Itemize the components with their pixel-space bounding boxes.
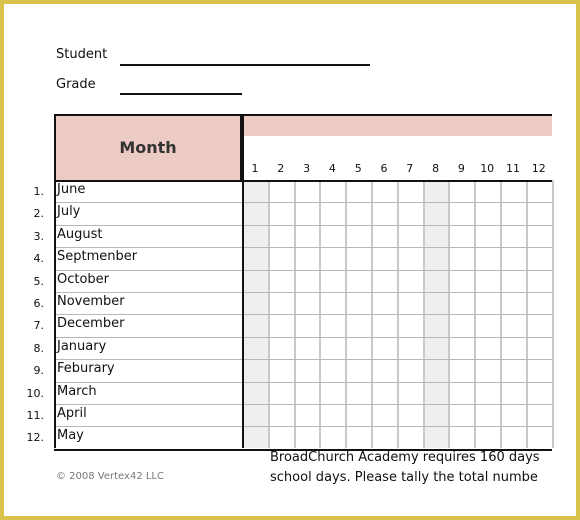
- tally-cell[interactable]: [502, 405, 526, 426]
- tally-cell[interactable]: [425, 427, 449, 448]
- tally-cell[interactable]: [399, 293, 423, 314]
- tally-cell[interactable]: [399, 248, 423, 269]
- tally-cell[interactable]: [244, 226, 268, 247]
- day-number: 11: [506, 162, 520, 175]
- month-name: April: [57, 406, 87, 421]
- tally-cell[interactable]: [476, 427, 500, 448]
- tally-cell[interactable]: [373, 405, 397, 426]
- tally-cell[interactable]: [296, 248, 320, 269]
- tally-cell[interactable]: [270, 383, 294, 404]
- student-name-line[interactable]: [120, 64, 370, 66]
- tally-cell[interactable]: [399, 271, 423, 292]
- tally-cell[interactable]: [450, 226, 474, 247]
- tally-cell[interactable]: [347, 405, 371, 426]
- tally-cell[interactable]: [321, 203, 345, 224]
- tally-cell[interactable]: [296, 405, 320, 426]
- month-name: January: [57, 338, 107, 354]
- tally-cell[interactable]: [321, 360, 345, 381]
- row-number: 12.: [26, 431, 44, 445]
- tally-cell[interactable]: [502, 338, 526, 359]
- tally-cell[interactable]: [373, 248, 397, 269]
- tally-cell[interactable]: [373, 383, 397, 404]
- tally-cell[interactable]: [347, 248, 371, 269]
- tally-cell[interactable]: [476, 181, 500, 202]
- tally-cell[interactable]: [270, 203, 294, 224]
- row-number: 1.: [33, 185, 44, 198]
- tally-cell[interactable]: [296, 427, 320, 448]
- tally-cell[interactable]: [399, 405, 423, 426]
- month-column-header: [54, 114, 242, 180]
- tally-cell[interactable]: [450, 181, 474, 202]
- day-number: 10: [480, 162, 495, 175]
- row-number: 8.: [33, 341, 44, 355]
- tally-cell[interactable]: [425, 315, 449, 336]
- tally-cell[interactable]: [476, 293, 500, 314]
- tally-cell[interactable]: [373, 293, 397, 314]
- tally-cell[interactable]: [425, 338, 449, 359]
- row-number: 5.: [33, 274, 44, 288]
- tally-cell[interactable]: [321, 383, 345, 404]
- tally-cell[interactable]: [502, 360, 526, 381]
- tally-cell[interactable]: [244, 360, 268, 381]
- month-name: August: [57, 226, 103, 242]
- tally-cell[interactable]: [347, 338, 371, 359]
- tally-cell[interactable]: [425, 383, 449, 404]
- tally-cell[interactable]: [373, 181, 397, 202]
- tally-cell[interactable]: [373, 427, 397, 448]
- tally-cell[interactable]: [528, 271, 552, 292]
- row-number: 2.: [33, 207, 44, 221]
- tally-cell[interactable]: [270, 181, 294, 202]
- tally-cell[interactable]: [373, 360, 397, 381]
- table-left-border: [54, 114, 56, 448]
- tally-cell[interactable]: [476, 315, 500, 336]
- day-number: 4: [328, 162, 336, 175]
- month-header-label: Month: [119, 138, 177, 157]
- tally-cell[interactable]: [296, 383, 320, 404]
- tally-cell[interactable]: [450, 293, 474, 314]
- tally-cell[interactable]: [399, 427, 423, 448]
- tally-cell[interactable]: [270, 293, 294, 314]
- day-number: 7: [406, 162, 414, 175]
- tally-cell[interactable]: [270, 427, 294, 448]
- tally-cell[interactable]: [528, 383, 552, 404]
- tally-cell[interactable]: [244, 181, 268, 202]
- tally-cell[interactable]: [244, 271, 268, 292]
- tally-cell[interactable]: [425, 405, 449, 426]
- row-number: 4.: [33, 252, 44, 266]
- tally-cell[interactable]: [321, 338, 345, 359]
- tally-cell[interactable]: [270, 315, 294, 336]
- tally-cell[interactable]: [502, 427, 526, 448]
- tally-cell[interactable]: [347, 271, 371, 292]
- tally-cell[interactable]: [347, 226, 371, 247]
- tally-cell[interactable]: [321, 226, 345, 247]
- tally-cell[interactable]: [244, 203, 268, 224]
- tally-cell[interactable]: [296, 226, 320, 247]
- table-mid-border: [242, 114, 244, 448]
- tally-cell[interactable]: [528, 405, 552, 426]
- day-number: 3: [303, 162, 311, 175]
- tally-cell[interactable]: [528, 360, 552, 381]
- tally-cell[interactable]: [399, 226, 423, 247]
- tally-cell[interactable]: [373, 226, 397, 247]
- tally-cell[interactable]: [425, 181, 449, 202]
- tally-cell[interactable]: [502, 315, 526, 336]
- month-name: June: [57, 182, 86, 197]
- requirement-note-line1: BroadChurch Academy requires 160 days: [270, 450, 540, 465]
- tally-cell[interactable]: [425, 293, 449, 314]
- day-header-border: [242, 114, 552, 116]
- tally-cell[interactable]: [296, 293, 320, 314]
- tally-cell[interactable]: [373, 271, 397, 292]
- tally-cell[interactable]: [502, 383, 526, 404]
- row-number: 10.: [26, 386, 44, 400]
- tally-cell[interactable]: [244, 383, 268, 404]
- tally-cell[interactable]: [425, 203, 449, 224]
- tally-cell[interactable]: [373, 315, 397, 336]
- month-name: March: [57, 383, 97, 399]
- tally-cell[interactable]: [373, 338, 397, 359]
- tally-cell[interactable]: [347, 383, 371, 404]
- student-label: Student: [56, 47, 108, 62]
- tally-cell[interactable]: [270, 360, 294, 381]
- tally-cell[interactable]: [528, 338, 552, 359]
- tally-cell[interactable]: [321, 315, 345, 336]
- tally-cell[interactable]: [528, 181, 552, 202]
- tally-cell[interactable]: [502, 181, 526, 202]
- month-name: November: [57, 294, 125, 309]
- tally-cell[interactable]: [528, 226, 552, 247]
- day-number: 5: [354, 162, 362, 175]
- tally-cell[interactable]: [347, 293, 371, 314]
- tally-cell[interactable]: [450, 248, 474, 269]
- requirement-note-line2: school days. Please tally the total numbe: [270, 470, 538, 485]
- tally-cell[interactable]: [296, 181, 320, 202]
- tally-cell[interactable]: [528, 315, 552, 336]
- tally-cell[interactable]: [476, 383, 500, 404]
- tally-cell[interactable]: [296, 203, 320, 224]
- tally-cell[interactable]: [321, 271, 345, 292]
- tally-cell[interactable]: [399, 203, 423, 224]
- month-name: Feburary: [57, 361, 115, 377]
- tally-cell[interactable]: [399, 383, 423, 404]
- row-number: 11.: [26, 409, 44, 422]
- tally-cell[interactable]: [476, 226, 500, 247]
- month-name: December: [57, 316, 125, 332]
- tally-cell[interactable]: [450, 427, 474, 448]
- tally-cell[interactable]: [476, 338, 500, 359]
- tally-cell[interactable]: [476, 405, 500, 426]
- tally-cell[interactable]: [270, 405, 294, 426]
- tally-cell[interactable]: [502, 248, 526, 269]
- tally-cell[interactable]: [244, 315, 268, 336]
- tally-cell[interactable]: [450, 315, 474, 336]
- tally-cell[interactable]: [476, 360, 500, 381]
- tally-cell[interactable]: [347, 203, 371, 224]
- tally-cell[interactable]: [347, 315, 371, 336]
- tally-cell[interactable]: [450, 271, 474, 292]
- tally-cell[interactable]: [296, 315, 320, 336]
- tally-cell[interactable]: [502, 203, 526, 224]
- month-name: July: [57, 204, 81, 220]
- tally-cell[interactable]: [528, 203, 552, 224]
- tally-cell[interactable]: [425, 226, 449, 247]
- row-number: 9.: [33, 364, 44, 378]
- tally-cell[interactable]: [399, 181, 423, 202]
- month-name: Septmenber: [57, 249, 138, 265]
- month-name: May: [57, 428, 84, 444]
- tally-cell[interactable]: [502, 293, 526, 314]
- tally-cell[interactable]: [502, 226, 526, 247]
- tally-cell[interactable]: [321, 248, 345, 269]
- tally-cell[interactable]: [296, 271, 320, 292]
- tally-cell[interactable]: [399, 315, 423, 336]
- tally-cell[interactable]: [502, 271, 526, 292]
- tally-cell[interactable]: [270, 226, 294, 247]
- day-header-band: [242, 114, 552, 136]
- tally-cell[interactable]: [296, 338, 320, 359]
- tally-cell[interactable]: [450, 338, 474, 359]
- day-number: 1: [251, 162, 259, 175]
- day-number: 9: [457, 162, 465, 175]
- tally-cell[interactable]: [270, 338, 294, 359]
- tally-cell[interactable]: [244, 427, 268, 448]
- day-number: 2: [277, 162, 285, 175]
- tally-cell[interactable]: [270, 271, 294, 292]
- grade-line[interactable]: [120, 93, 242, 95]
- row-number: 7.: [33, 319, 44, 333]
- tally-cell[interactable]: [476, 248, 500, 269]
- tally-cell[interactable]: [347, 181, 371, 202]
- tally-cell[interactable]: [528, 427, 552, 448]
- tally-cell[interactable]: [270, 248, 294, 269]
- row-number: 6.: [33, 297, 44, 310]
- copyright: © 2008 Vertex42 LLC: [56, 471, 164, 482]
- tally-cell[interactable]: [425, 360, 449, 381]
- tally-cell[interactable]: [244, 338, 268, 359]
- tally-cell[interactable]: [528, 248, 552, 269]
- tally-cell[interactable]: [347, 360, 371, 381]
- tally-cell[interactable]: [244, 293, 268, 314]
- tally-cell[interactable]: [450, 203, 474, 224]
- grade-label: Grade: [56, 77, 96, 92]
- tally-cell[interactable]: [296, 360, 320, 381]
- tally-cell[interactable]: [399, 338, 423, 359]
- tally-cell[interactable]: [528, 293, 552, 314]
- tally-cell[interactable]: [476, 203, 500, 224]
- tally-cell[interactable]: [450, 383, 474, 404]
- day-number: 12: [531, 162, 546, 175]
- day-number: 6: [380, 162, 388, 175]
- tally-cell[interactable]: [425, 271, 449, 292]
- month-name: October: [57, 271, 110, 287]
- tally-cell[interactable]: [244, 248, 268, 269]
- tally-cell[interactable]: [450, 360, 474, 381]
- tally-cell[interactable]: [476, 271, 500, 292]
- day-number: 8: [432, 162, 440, 175]
- tally-cell[interactable]: [321, 181, 345, 202]
- tally-cell[interactable]: [321, 293, 345, 314]
- tally-cell[interactable]: [347, 427, 371, 448]
- tally-cell[interactable]: [399, 360, 423, 381]
- tally-cell[interactable]: [373, 203, 397, 224]
- tally-cell[interactable]: [425, 248, 449, 269]
- tally-cell[interactable]: [244, 405, 268, 426]
- row-number: 3.: [33, 229, 44, 243]
- tally-cell[interactable]: [321, 427, 345, 448]
- tally-cell[interactable]: [321, 405, 345, 426]
- tally-cell[interactable]: [450, 405, 474, 426]
